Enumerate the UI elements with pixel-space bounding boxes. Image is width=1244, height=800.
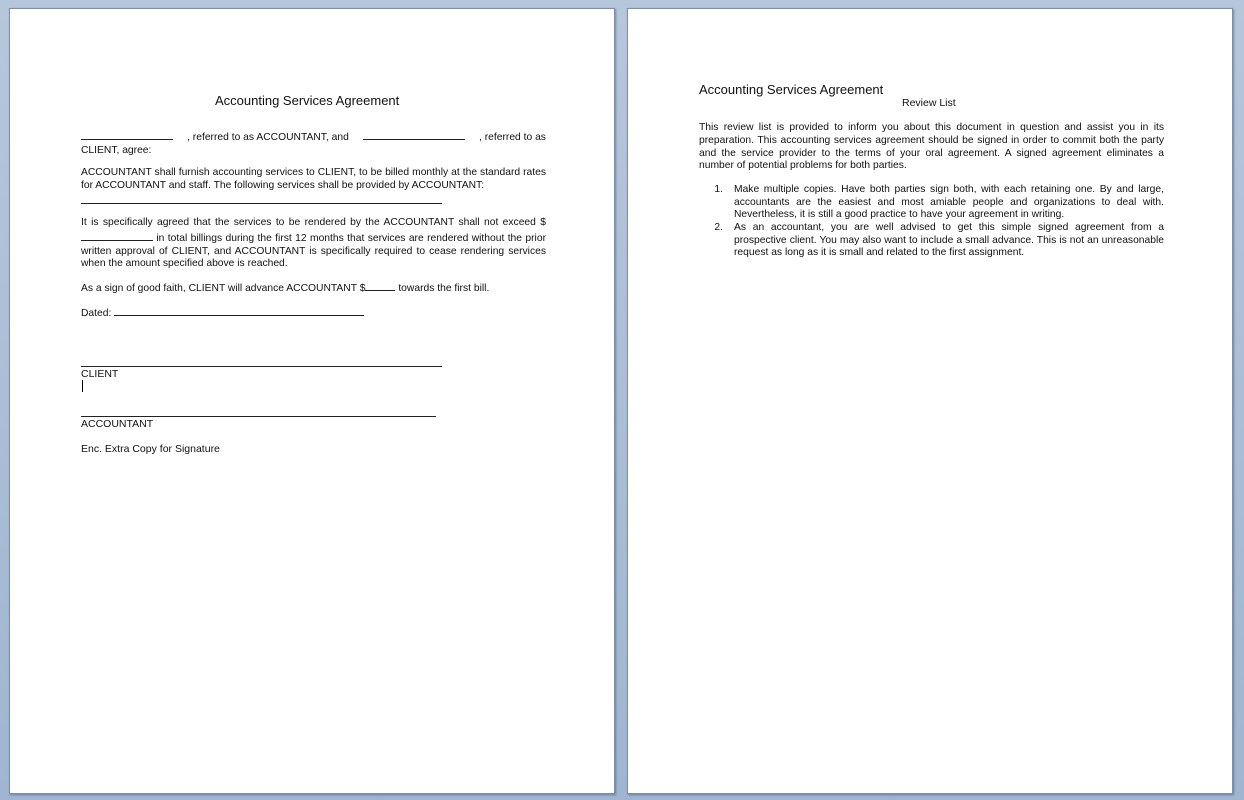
good-faith-paragraph xyxy=(81,280,546,296)
dated-label: Dated: xyxy=(81,308,112,319)
billing-limit-paragraph xyxy=(81,217,546,271)
advance-amount-blank[interactable] xyxy=(365,280,395,291)
client-label: CLIENT xyxy=(81,368,119,380)
review-intro-paragraph: This review list is provided to inform you about this document in question and assist you in its preparation. This accounting services agreement should be signed in order to commit both the party and the service provider to the terms of your oral agreement. A signed agreement eliminates a number of potential problems for both parties. xyxy=(699,122,1164,172)
billing-limit-text-2: in total billings during the first 12 months that services are rendered without the prior written approval of CLIENT, and ACCOUNTANT is specifically required to cease rendering services when the amount specified above is reached. xyxy=(81,232,546,270)
services-paragraph: ACCOUNTANT shall furnish accounting services to CLIENT, to be billed monthly at the standard rates for ACCOUNTANT and staff. The following services shall be provided by ACCOUNTANT: xyxy=(81,167,546,191)
list-item-number: 1. xyxy=(714,184,723,195)
services-blank-line[interactable] xyxy=(81,203,442,204)
accountant-label: ACCOUNTANT xyxy=(81,418,154,430)
list-item-text: As an accountant, you are well advised to get this simple signed agreement from a prospective client. You may also want to include a small advance. This is not an unreasonable request as long as it is small and related to the first assignment. xyxy=(734,222,1164,259)
page-2-subtitle: Review List xyxy=(902,97,956,109)
client-name-blank[interactable] xyxy=(363,129,465,140)
enclosure-note: Enc. Extra Copy for Signature xyxy=(81,443,220,455)
dated-line xyxy=(81,305,546,321)
good-faith-text-2: towards the first bill. xyxy=(398,283,490,294)
date-blank[interactable] xyxy=(114,305,364,316)
document-page-1[interactable] xyxy=(9,8,615,794)
accountant-name-blank[interactable] xyxy=(81,129,173,140)
billing-amount-blank[interactable] xyxy=(81,230,153,241)
intro-paragraph xyxy=(81,129,546,158)
list-item-number: 2. xyxy=(714,222,723,233)
good-faith-text-1: As a sign of good faith, CLIENT will advance ACCOUNTANT $ xyxy=(81,283,366,294)
document-page-2[interactable] xyxy=(627,8,1233,794)
dollar-sign: $ xyxy=(540,217,546,228)
list-item-text: Make multiple copies. Have both parties sign both, with each retaining one. By and large, accountants are the easiest and most amiable people and organizations to deal with. Nevertheless, it is still a good practice to have your agreement in writing. xyxy=(734,184,1164,221)
referred-accountant-text: , referred to as ACCOUNTANT, and xyxy=(187,132,349,143)
accountant-signature-line[interactable] xyxy=(81,416,436,417)
client-signature-line[interactable] xyxy=(81,366,442,367)
referred-client-text: , referred to as xyxy=(479,132,546,143)
text-cursor xyxy=(82,380,83,392)
page-2-title: Accounting Services Agreement xyxy=(699,82,884,97)
client-agree-text: CLIENT, agree: xyxy=(81,144,152,156)
list-item xyxy=(709,222,1164,260)
billing-limit-text-1: It is specifically agreed that the services to be rendered by the ACCOUNTANT shall not exceed xyxy=(81,217,536,228)
list-item xyxy=(709,184,1164,222)
page-1-title: Accounting Services Agreement xyxy=(215,93,400,108)
